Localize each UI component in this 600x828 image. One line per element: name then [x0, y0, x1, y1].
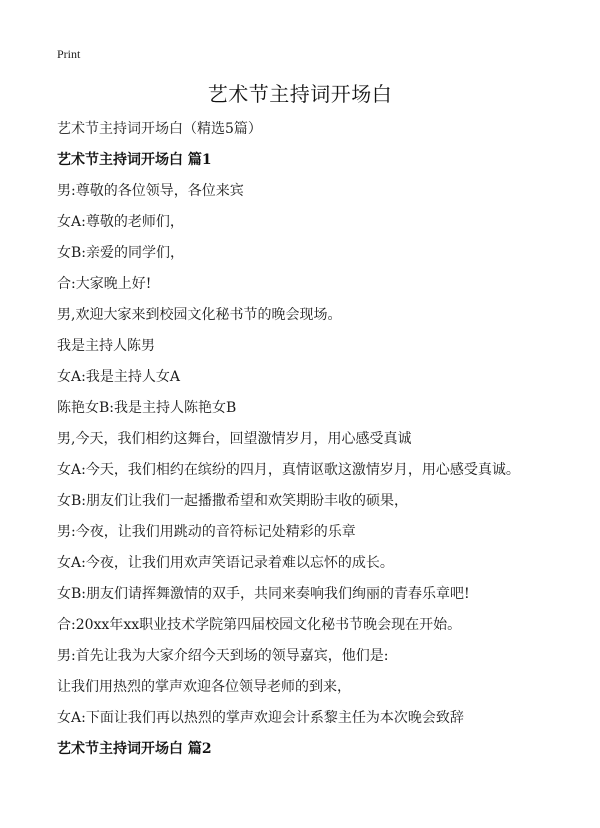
script-line: 女B:朋友们请挥舞激情的双手，共同来奏响我们绚丽的青春乐章吧!: [57, 586, 470, 602]
script-line: 让我们用热烈的掌声欢迎各位领导老师的到来，: [57, 679, 351, 695]
script-line: 女A:下面让我们再以热烈的掌声欢迎会计系黎主任为本次晚会致辞: [57, 710, 464, 726]
script-line: 男:尊敬的各位领导，各位来宾: [57, 183, 244, 199]
page-title: 艺术节主持词开场白: [207, 82, 393, 106]
script-line: 男,欢迎大家来到校园文化秘书节的晚会现场。: [57, 307, 342, 323]
script-line: 男:首先让我为大家介绍今天到场的领导嘉宾，他们是:: [57, 648, 389, 664]
script-line: 女B:亲爱的同学们，: [57, 245, 185, 261]
script-line: 男:今夜，让我们用跳动的音符标记处精彩的乐章: [57, 524, 356, 540]
script-line: 合:20xx年xx职业技术学院第四届校园文化秘书节晚会现在开始。: [57, 617, 462, 633]
section-heading-2: 艺术节主持词开场白 篇2: [57, 741, 212, 757]
script-line: 男,今天，我们相约这舞台，回望激情岁月，用心感受真诚: [57, 431, 412, 447]
script-line: 合:大家晚上好!: [57, 276, 152, 292]
script-line: 女A:今夜，让我们用欢声笑语记录着难以忘怀的成长。: [57, 555, 394, 571]
script-line: 女A:今天，我们相约在缤纷的四月，真情讴歌这激情岁月，用心感受真诚。: [57, 462, 520, 478]
script-line: 女A:尊敬的老师们，: [57, 214, 184, 230]
script-line: 陈艳女B:我是主持人陈艳女B: [57, 400, 237, 416]
script-line: 女A:我是主持人女A: [57, 369, 180, 385]
section-heading-1: 艺术节主持词开场白 篇1: [57, 152, 212, 168]
script-line: 女B:朋友们让我们一起播撒希望和欢笑期盼丰收的硕果，: [57, 493, 409, 509]
script-line: 我是主持人陈男: [57, 338, 155, 354]
print-label: Print: [57, 47, 81, 61]
subtitle-line: 艺术节主持词开场白（精选5篇）: [57, 121, 262, 137]
